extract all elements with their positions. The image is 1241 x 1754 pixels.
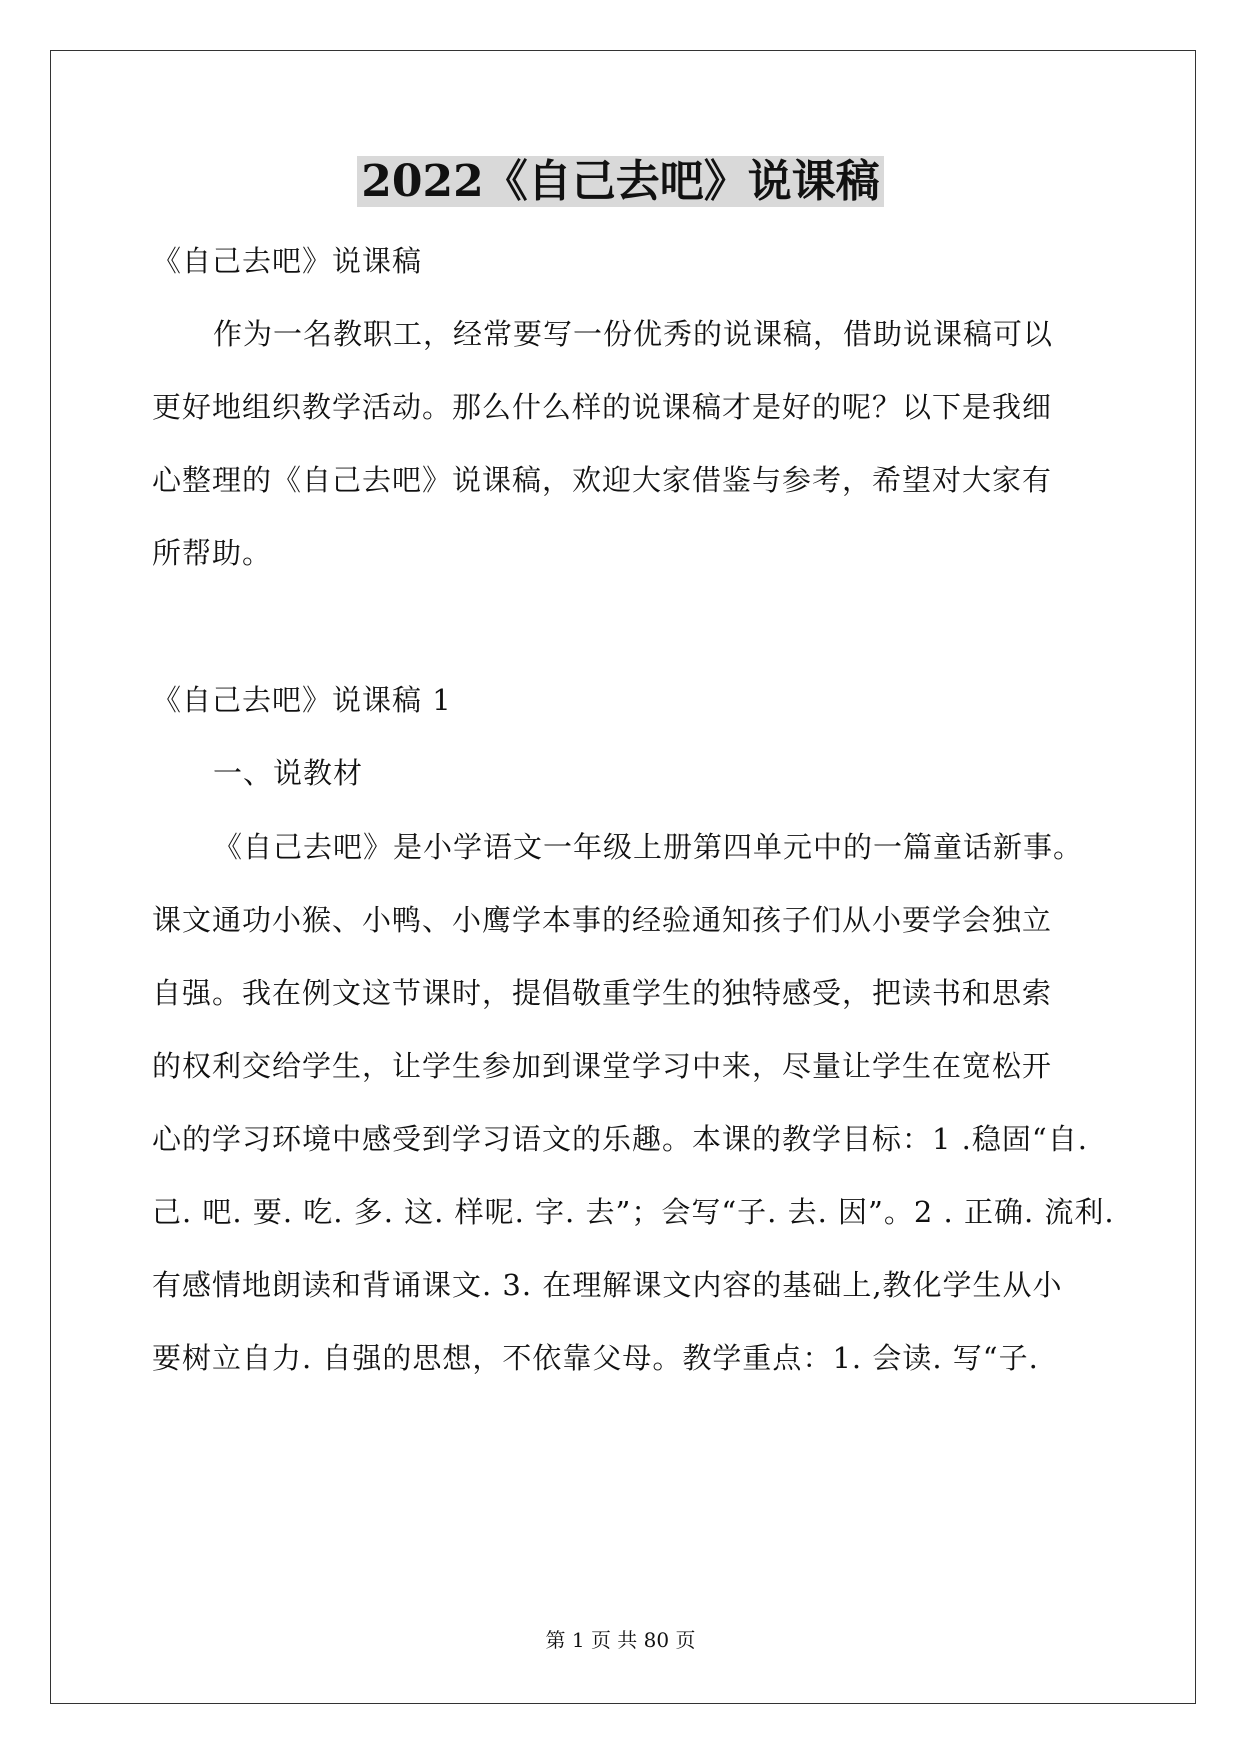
- paragraph-line: 心整理的《自己去吧》说课稿，欢迎大家借鉴与参考，希望对大家有: [152, 463, 1053, 497]
- subsection-heading: 一、说教材: [213, 756, 364, 790]
- paragraph-line: 己. 吧. 要. 吃. 多. 这. 样呢. 字. 去”；会写“子. 去. 因”。2 . 正确. 流利.: [152, 1195, 1115, 1229]
- paragraph-line: 要树立自力. 自强的思想，不依靠父母。教学重点：1. 会读. 写“子.: [152, 1341, 1039, 1375]
- paragraph-line: 的权利交给学生，让学生参加到课堂学习中来，尽量让学生在宽松开: [152, 1049, 1053, 1083]
- section-heading: 《自己去吧》说课稿 1: [152, 683, 452, 717]
- page-title-text: 2022《自己去吧》说课稿: [357, 156, 883, 207]
- paragraph-line: 有感情地朗读和背诵课文. 3. 在理解课文内容的基础上,教化学生从小: [152, 1268, 1063, 1302]
- page-footer: 第 1 页 共 80 页: [545, 1628, 696, 1652]
- paragraph-line: 课文通功小猴、小鸭、小鹰学本事的经验通知孩子们从小要学会独立: [152, 903, 1053, 937]
- paragraph-line: 作为一名教职工，经常要写一份优秀的说课稿，借助说课稿可以: [213, 317, 1054, 351]
- paragraph-line: 《自己去吧》是小学语文一年级上册第四单元中的一篇童话新事。: [213, 830, 1084, 864]
- paragraph-line: 更好地组织教学活动。那么什么样的说课稿才是好的呢？以下是我细: [152, 390, 1053, 424]
- subtitle-line: 《自己去吧》说课稿: [152, 244, 423, 278]
- paragraph-line: 所帮助。: [152, 536, 273, 570]
- paragraph-line: 自强。我在例文这节课时，提倡敬重学生的独特感受，把读书和思索: [152, 976, 1053, 1010]
- page-title: [0, 152, 1241, 212]
- paragraph-line: 心的学习环境中感受到学习语文的乐趣。本课的教学目标：1 .稳固“自.: [152, 1122, 1088, 1156]
- page-border: [50, 50, 1196, 1704]
